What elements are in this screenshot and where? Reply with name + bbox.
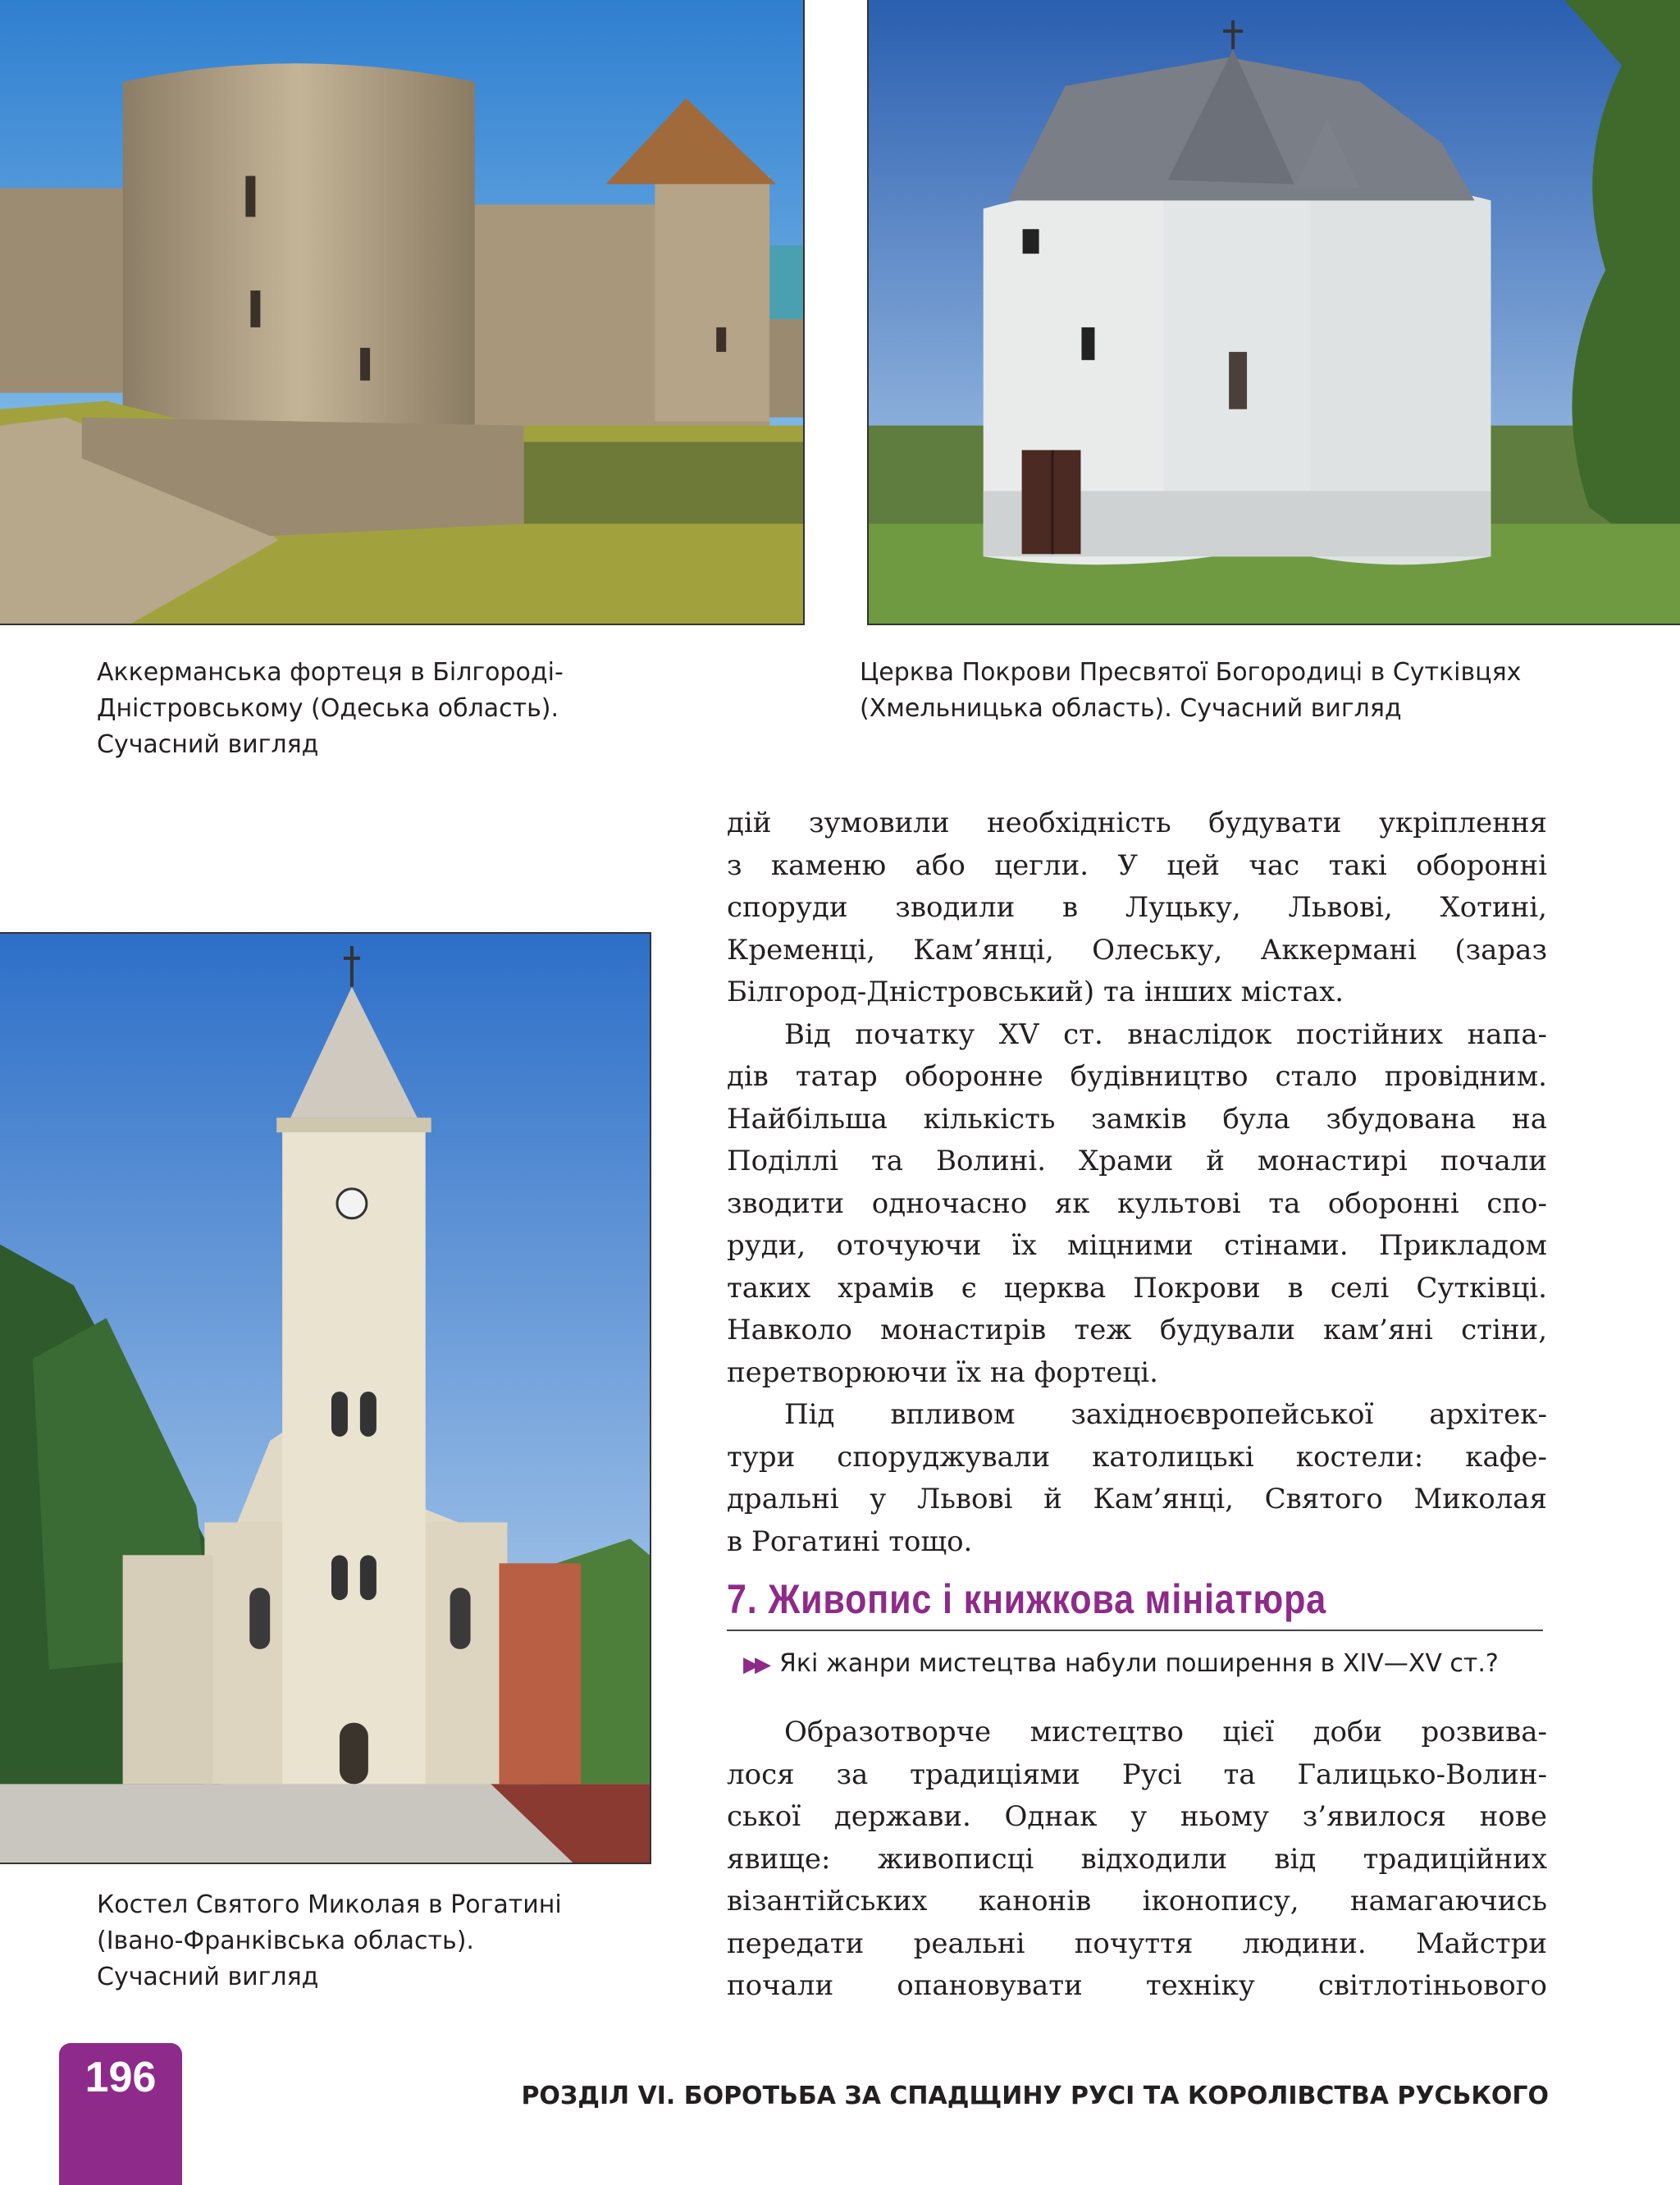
text-line: ської держави. Однак у ньому з’явилося нове [727, 1800, 1547, 1833]
text-line: візантійських канонів іконопису, намагаючись [727, 1885, 1547, 1918]
text-line: лося за традиціями Русі та Галицько-Волин- [727, 1758, 1547, 1791]
kostel-illustration [0, 934, 650, 1863]
caption-fortress [97, 655, 564, 763]
chapter-title: РОЗДІЛ VI. БОРОТЬБА ЗА СПАДЩИНУ РУСІ ТА КОРОЛІВСТВА РУСЬКОГО [521, 2082, 1549, 2110]
caption-line: Сучасний вигляд [97, 730, 319, 759]
text-line: Навколо монастирів теж будували кам’яні стіни, [727, 1314, 1547, 1346]
caption-line: Костел Святого Миколая в Рогатині [97, 1890, 562, 1919]
text-line: Поділлі та Волині. Храми й монастирі почали [727, 1145, 1547, 1177]
text-line: Кременці, Кам’янці, Олеську, Аккермані (зараз [727, 933, 1547, 967]
photo-akkerman-fortress [0, 0, 805, 625]
photo-sutkivtsi-church [867, 0, 1680, 625]
text-line: передати реальні почуття людини. Майстри [727, 1927, 1547, 1960]
page-number-tab [59, 2043, 182, 2185]
caption-line: Аккерманська фортеця в Білгороді- [97, 658, 564, 687]
text-line: руди, оточуючи їх міцними стінами. Прикладом [727, 1229, 1547, 1262]
text-line: Під впливом західноєвропейської архітек- [784, 1398, 1547, 1431]
text-line: з каменю або цегли. У цей час такі оборонні [727, 848, 1547, 882]
caption-line: (Хмельницька область). Сучасний вигляд [860, 694, 1402, 723]
page-number: 196 [84, 2054, 157, 2101]
section-title: 7. Живопис і книжкова мініатюра [727, 1576, 1326, 1622]
after-text-block [727, 1712, 1547, 2008]
text-line: Білгород-Дністровський) та інших містах. [727, 976, 1344, 1008]
question-text: Які жанри мистецтва набули поширення в XIV—XV ст.? [779, 1649, 1499, 1678]
double-arrow-icon: ▶▶ [743, 1652, 766, 1677]
section-heading [727, 1572, 1543, 1631]
text-line: почали опановувати техніку світлотіньового [727, 1969, 1547, 2002]
text-line: в Рогатині тощо. [727, 1524, 973, 1558]
text-line: явище: живописці відходили від традиційних [727, 1842, 1547, 1876]
text-line: дральні у Львові й Кам’янці, Святого Миколая [727, 1483, 1547, 1515]
text-line: Від початку XV ст. внаслідок постійних напа- [784, 1017, 1547, 1051]
fortress-illustration [0, 0, 803, 624]
text-line: тури споруджували католицькі костели: кафе- [727, 1440, 1547, 1474]
caption-line: (Івано-Франківська область). [97, 1927, 474, 1955]
main-text-block [727, 802, 1547, 1563]
caption-kostel [97, 1887, 562, 1995]
text-line: перетворюючи їх на фортеці. [727, 1355, 1158, 1389]
caption-line: Церква Покрови Пресвятої Богородиці в Сутківцях [860, 658, 1522, 687]
text-line: дій зумовили необхідність будувати укріплення [727, 807, 1547, 839]
text-line: таких храмів є церква Покрови в селі Сутківці. [727, 1271, 1547, 1305]
caption-church [860, 655, 1521, 727]
text-line: дів татар оборонне будівництво стало провідним. [727, 1060, 1547, 1093]
photo-rohatyn-kostel [0, 932, 651, 1864]
caption-line: Сучасний вигляд [97, 1963, 319, 1991]
text-line: Образотворче мистецтво цієї доби розвива- [784, 1716, 1547, 1748]
text-line: Найбільша кількість замків була збудована на [727, 1102, 1547, 1136]
section-question [743, 1649, 1499, 1678]
text-line: зводити одночасно як культові та оборонні спо- [727, 1186, 1547, 1220]
church-illustration [869, 0, 1680, 624]
text-line: споруди зводили в Луцьку, Львові, Хотині, [727, 891, 1547, 924]
caption-line: Дністровському (Одеська область). [97, 694, 559, 723]
